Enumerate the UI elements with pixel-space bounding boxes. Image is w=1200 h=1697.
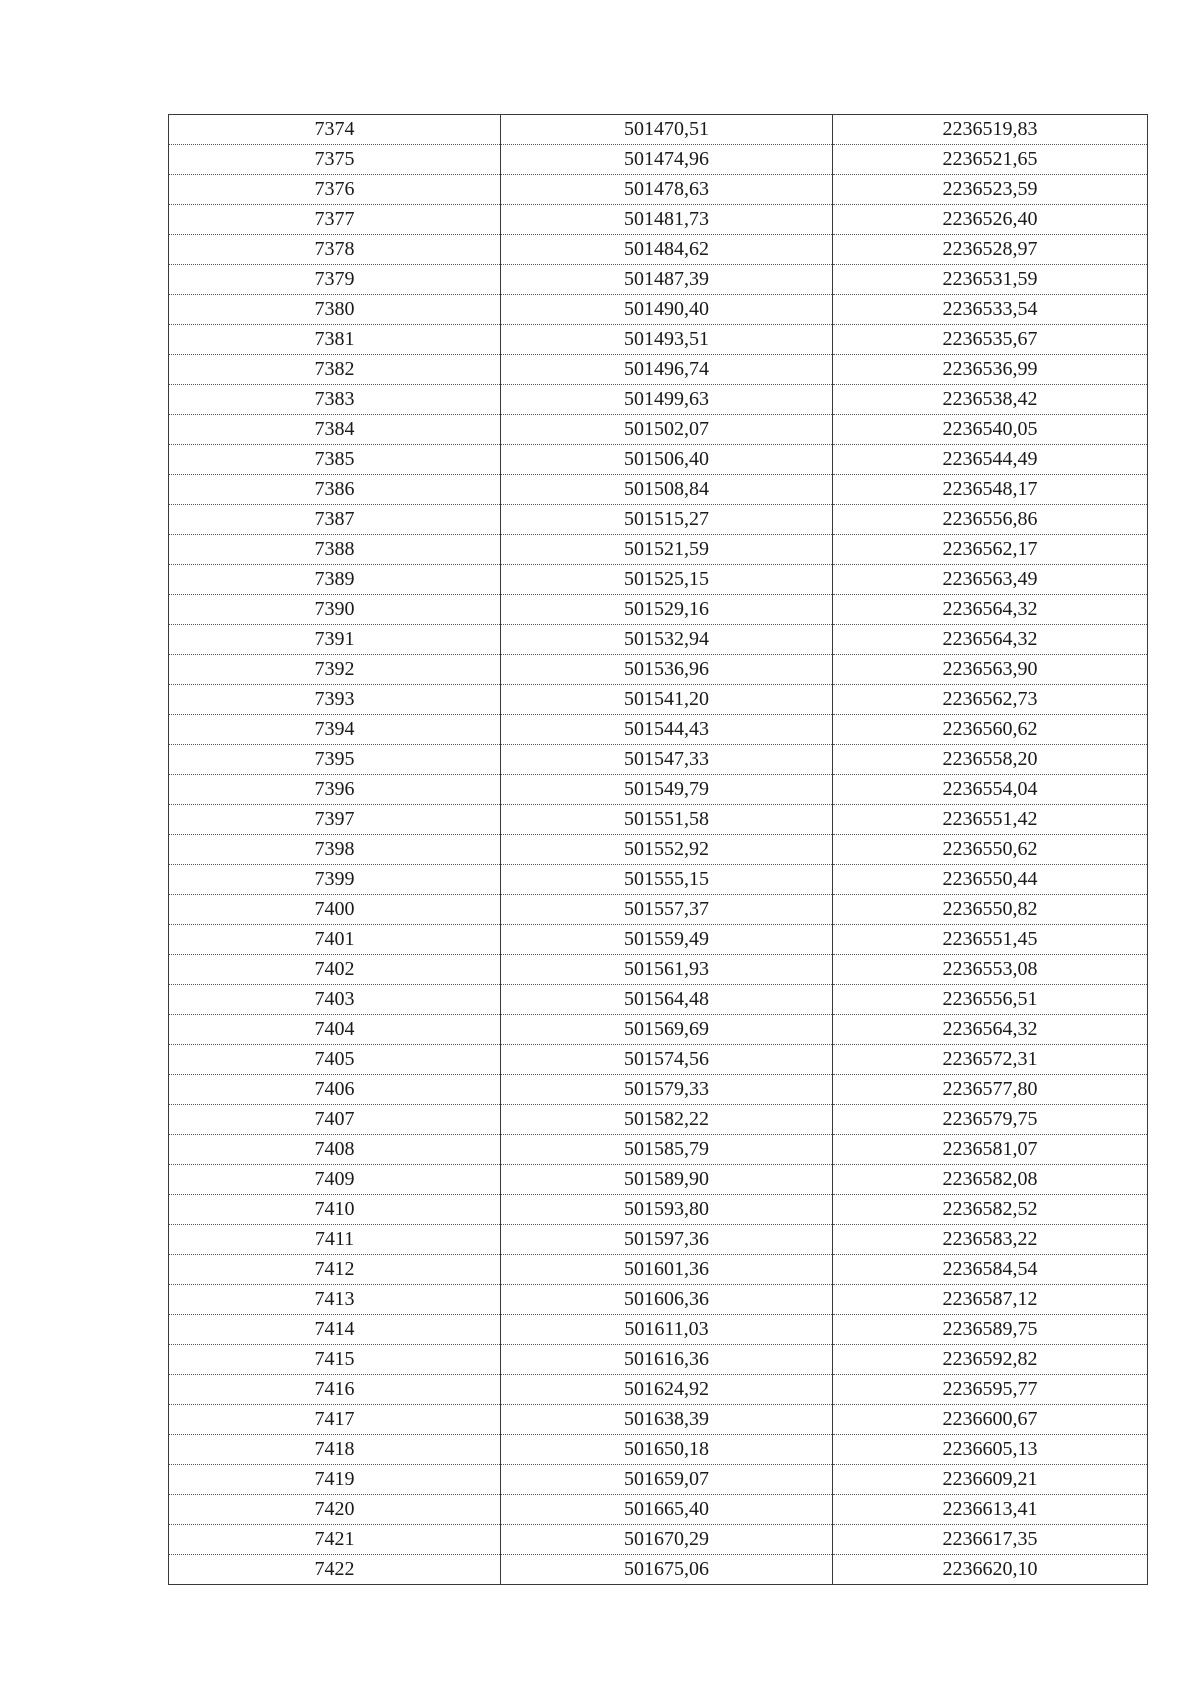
y-coordinate-cell: 2236528,97 [833,235,1148,265]
y-coordinate-cell: 2236564,32 [833,625,1148,655]
point-number-cell: 7401 [169,925,501,955]
y-coordinate-cell: 2236582,52 [833,1195,1148,1225]
table-row [169,355,1148,385]
y-coordinate-cell: 2236536,99 [833,355,1148,385]
x-coordinate-cell: 501502,07 [501,415,833,445]
y-coordinate-cell: 2236587,12 [833,1285,1148,1315]
y-coordinate-cell: 2236556,51 [833,985,1148,1015]
point-number-cell: 7377 [169,205,501,235]
table-row [169,175,1148,205]
x-coordinate-cell: 501549,79 [501,775,833,805]
table-row [169,1525,1148,1555]
table-row [169,205,1148,235]
x-coordinate-cell: 501529,16 [501,595,833,625]
y-coordinate-cell: 2236605,13 [833,1435,1148,1465]
y-coordinate-cell: 2236563,49 [833,565,1148,595]
y-coordinate-cell: 2236551,45 [833,925,1148,955]
y-coordinate-cell: 2236589,75 [833,1315,1148,1345]
x-coordinate-cell: 501675,06 [501,1555,833,1585]
table-row [169,655,1148,685]
y-coordinate-cell: 2236544,49 [833,445,1148,475]
y-coordinate-cell: 2236535,67 [833,325,1148,355]
x-coordinate-cell: 501552,92 [501,835,833,865]
coordinates-table [168,114,1148,1585]
y-coordinate-cell: 2236521,65 [833,145,1148,175]
x-coordinate-cell: 501593,80 [501,1195,833,1225]
point-number-cell: 7408 [169,1135,501,1165]
point-number-cell: 7407 [169,1105,501,1135]
point-number-cell: 7374 [169,115,501,145]
point-number-cell: 7413 [169,1285,501,1315]
table-row [169,1255,1148,1285]
table-row [169,325,1148,355]
y-coordinate-cell: 2236564,32 [833,1015,1148,1045]
y-coordinate-cell: 2236560,62 [833,715,1148,745]
y-coordinate-cell: 2236553,08 [833,955,1148,985]
x-coordinate-cell: 501561,93 [501,955,833,985]
x-coordinate-cell: 501532,94 [501,625,833,655]
point-number-cell: 7405 [169,1045,501,1075]
y-coordinate-cell: 2236533,54 [833,295,1148,325]
table-row [169,1495,1148,1525]
point-number-cell: 7380 [169,295,501,325]
x-coordinate-cell: 501555,15 [501,865,833,895]
y-coordinate-cell: 2236620,10 [833,1555,1148,1585]
y-coordinate-cell: 2236572,31 [833,1045,1148,1075]
point-number-cell: 7396 [169,775,501,805]
y-coordinate-cell: 2236562,17 [833,535,1148,565]
table-row [169,1375,1148,1405]
point-number-cell: 7404 [169,1015,501,1045]
x-coordinate-cell: 501589,90 [501,1165,833,1195]
x-coordinate-cell: 501616,36 [501,1345,833,1375]
coordinates-table-body [169,115,1148,1585]
point-number-cell: 7381 [169,325,501,355]
table-row [169,1315,1148,1345]
point-number-cell: 7393 [169,685,501,715]
table-row [169,925,1148,955]
y-coordinate-cell: 2236531,59 [833,265,1148,295]
y-coordinate-cell: 2236526,40 [833,205,1148,235]
table-row [169,685,1148,715]
x-coordinate-cell: 501585,79 [501,1135,833,1165]
table-row [169,745,1148,775]
table-row [169,625,1148,655]
x-coordinate-cell: 501559,49 [501,925,833,955]
table-row [169,1045,1148,1075]
table-row [169,1435,1148,1465]
point-number-cell: 7412 [169,1255,501,1285]
point-number-cell: 7410 [169,1195,501,1225]
y-coordinate-cell: 2236579,75 [833,1105,1148,1135]
point-number-cell: 7411 [169,1225,501,1255]
x-coordinate-cell: 501582,22 [501,1105,833,1135]
table-row [169,535,1148,565]
table-row [169,505,1148,535]
point-number-cell: 7383 [169,385,501,415]
x-coordinate-cell: 501551,58 [501,805,833,835]
y-coordinate-cell: 2236600,67 [833,1405,1148,1435]
y-coordinate-cell: 2236548,17 [833,475,1148,505]
point-number-cell: 7409 [169,1165,501,1195]
point-number-cell: 7375 [169,145,501,175]
table-row [169,1135,1148,1165]
x-coordinate-cell: 501574,56 [501,1045,833,1075]
table-row [169,1345,1148,1375]
point-number-cell: 7397 [169,805,501,835]
point-number-cell: 7418 [169,1435,501,1465]
table-row [169,385,1148,415]
x-coordinate-cell: 501478,63 [501,175,833,205]
point-number-cell: 7422 [169,1555,501,1585]
y-coordinate-cell: 2236613,41 [833,1495,1148,1525]
point-number-cell: 7379 [169,265,501,295]
table-row [169,1225,1148,1255]
point-number-cell: 7394 [169,715,501,745]
y-coordinate-cell: 2236609,21 [833,1465,1148,1495]
table-row [169,775,1148,805]
y-coordinate-cell: 2236563,90 [833,655,1148,685]
x-coordinate-cell: 501611,03 [501,1315,833,1345]
x-coordinate-cell: 501470,51 [501,115,833,145]
x-coordinate-cell: 501650,18 [501,1435,833,1465]
x-coordinate-cell: 501557,37 [501,895,833,925]
point-number-cell: 7378 [169,235,501,265]
table-row [169,265,1148,295]
table-row [169,475,1148,505]
table-row [169,865,1148,895]
table-row [169,1555,1148,1585]
point-number-cell: 7389 [169,565,501,595]
table-row [169,955,1148,985]
table-row [169,985,1148,1015]
table-row [169,415,1148,445]
y-coordinate-cell: 2236550,82 [833,895,1148,925]
x-coordinate-cell: 501541,20 [501,685,833,715]
table-row [169,715,1148,745]
x-coordinate-cell: 501506,40 [501,445,833,475]
table-row [169,235,1148,265]
point-number-cell: 7388 [169,535,501,565]
y-coordinate-cell: 2236523,59 [833,175,1148,205]
x-coordinate-cell: 501481,73 [501,205,833,235]
y-coordinate-cell: 2236540,05 [833,415,1148,445]
x-coordinate-cell: 501487,39 [501,265,833,295]
point-number-cell: 7416 [169,1375,501,1405]
table-row [169,1405,1148,1435]
y-coordinate-cell: 2236519,83 [833,115,1148,145]
table-row [169,805,1148,835]
x-coordinate-cell: 501670,29 [501,1525,833,1555]
table-row [169,1105,1148,1135]
table-row [169,445,1148,475]
y-coordinate-cell: 2236538,42 [833,385,1148,415]
x-coordinate-cell: 501474,96 [501,145,833,175]
point-number-cell: 7391 [169,625,501,655]
x-coordinate-cell: 501536,96 [501,655,833,685]
x-coordinate-cell: 501490,40 [501,295,833,325]
x-coordinate-cell: 501521,59 [501,535,833,565]
x-coordinate-cell: 501569,69 [501,1015,833,1045]
table-row [169,295,1148,325]
point-number-cell: 7420 [169,1495,501,1525]
point-number-cell: 7414 [169,1315,501,1345]
y-coordinate-cell: 2236617,35 [833,1525,1148,1555]
table-row [169,1285,1148,1315]
x-coordinate-cell: 501484,62 [501,235,833,265]
point-number-cell: 7376 [169,175,501,205]
x-coordinate-cell: 501601,36 [501,1255,833,1285]
point-number-cell: 7419 [169,1465,501,1495]
x-coordinate-cell: 501624,92 [501,1375,833,1405]
y-coordinate-cell: 2236551,42 [833,805,1148,835]
y-coordinate-cell: 2236595,77 [833,1375,1148,1405]
table-row [169,115,1148,145]
point-number-cell: 7417 [169,1405,501,1435]
point-number-cell: 7406 [169,1075,501,1105]
y-coordinate-cell: 2236562,73 [833,685,1148,715]
point-number-cell: 7421 [169,1525,501,1555]
x-coordinate-cell: 501564,48 [501,985,833,1015]
x-coordinate-cell: 501499,63 [501,385,833,415]
point-number-cell: 7385 [169,445,501,475]
table-row [169,145,1148,175]
point-number-cell: 7382 [169,355,501,385]
y-coordinate-cell: 2236550,62 [833,835,1148,865]
point-number-cell: 7399 [169,865,501,895]
y-coordinate-cell: 2236564,32 [833,595,1148,625]
table-row [169,565,1148,595]
point-number-cell: 7387 [169,505,501,535]
point-number-cell: 7386 [169,475,501,505]
x-coordinate-cell: 501515,27 [501,505,833,535]
point-number-cell: 7392 [169,655,501,685]
table-row [169,1465,1148,1495]
y-coordinate-cell: 2236554,04 [833,775,1148,805]
point-number-cell: 7390 [169,595,501,625]
point-number-cell: 7403 [169,985,501,1015]
x-coordinate-cell: 501638,39 [501,1405,833,1435]
table-row [169,1165,1148,1195]
y-coordinate-cell: 2236584,54 [833,1255,1148,1285]
x-coordinate-cell: 501547,33 [501,745,833,775]
table-row [169,595,1148,625]
point-number-cell: 7400 [169,895,501,925]
point-number-cell: 7402 [169,955,501,985]
point-number-cell: 7384 [169,415,501,445]
y-coordinate-cell: 2236581,07 [833,1135,1148,1165]
x-coordinate-cell: 501597,36 [501,1225,833,1255]
table-row [169,1015,1148,1045]
x-coordinate-cell: 501665,40 [501,1495,833,1525]
x-coordinate-cell: 501659,07 [501,1465,833,1495]
y-coordinate-cell: 2236550,44 [833,865,1148,895]
x-coordinate-cell: 501508,84 [501,475,833,505]
table-row [169,895,1148,925]
table-row [169,1195,1148,1225]
y-coordinate-cell: 2236592,82 [833,1345,1148,1375]
point-number-cell: 7398 [169,835,501,865]
x-coordinate-cell: 501544,43 [501,715,833,745]
table-row [169,1075,1148,1105]
point-number-cell: 7415 [169,1345,501,1375]
x-coordinate-cell: 501579,33 [501,1075,833,1105]
point-number-cell: 7395 [169,745,501,775]
x-coordinate-cell: 501525,15 [501,565,833,595]
x-coordinate-cell: 501606,36 [501,1285,833,1315]
y-coordinate-cell: 2236556,86 [833,505,1148,535]
y-coordinate-cell: 2236582,08 [833,1165,1148,1195]
x-coordinate-cell: 501493,51 [501,325,833,355]
x-coordinate-cell: 501496,74 [501,355,833,385]
y-coordinate-cell: 2236558,20 [833,745,1148,775]
table-row [169,835,1148,865]
y-coordinate-cell: 2236583,22 [833,1225,1148,1255]
y-coordinate-cell: 2236577,80 [833,1075,1148,1105]
